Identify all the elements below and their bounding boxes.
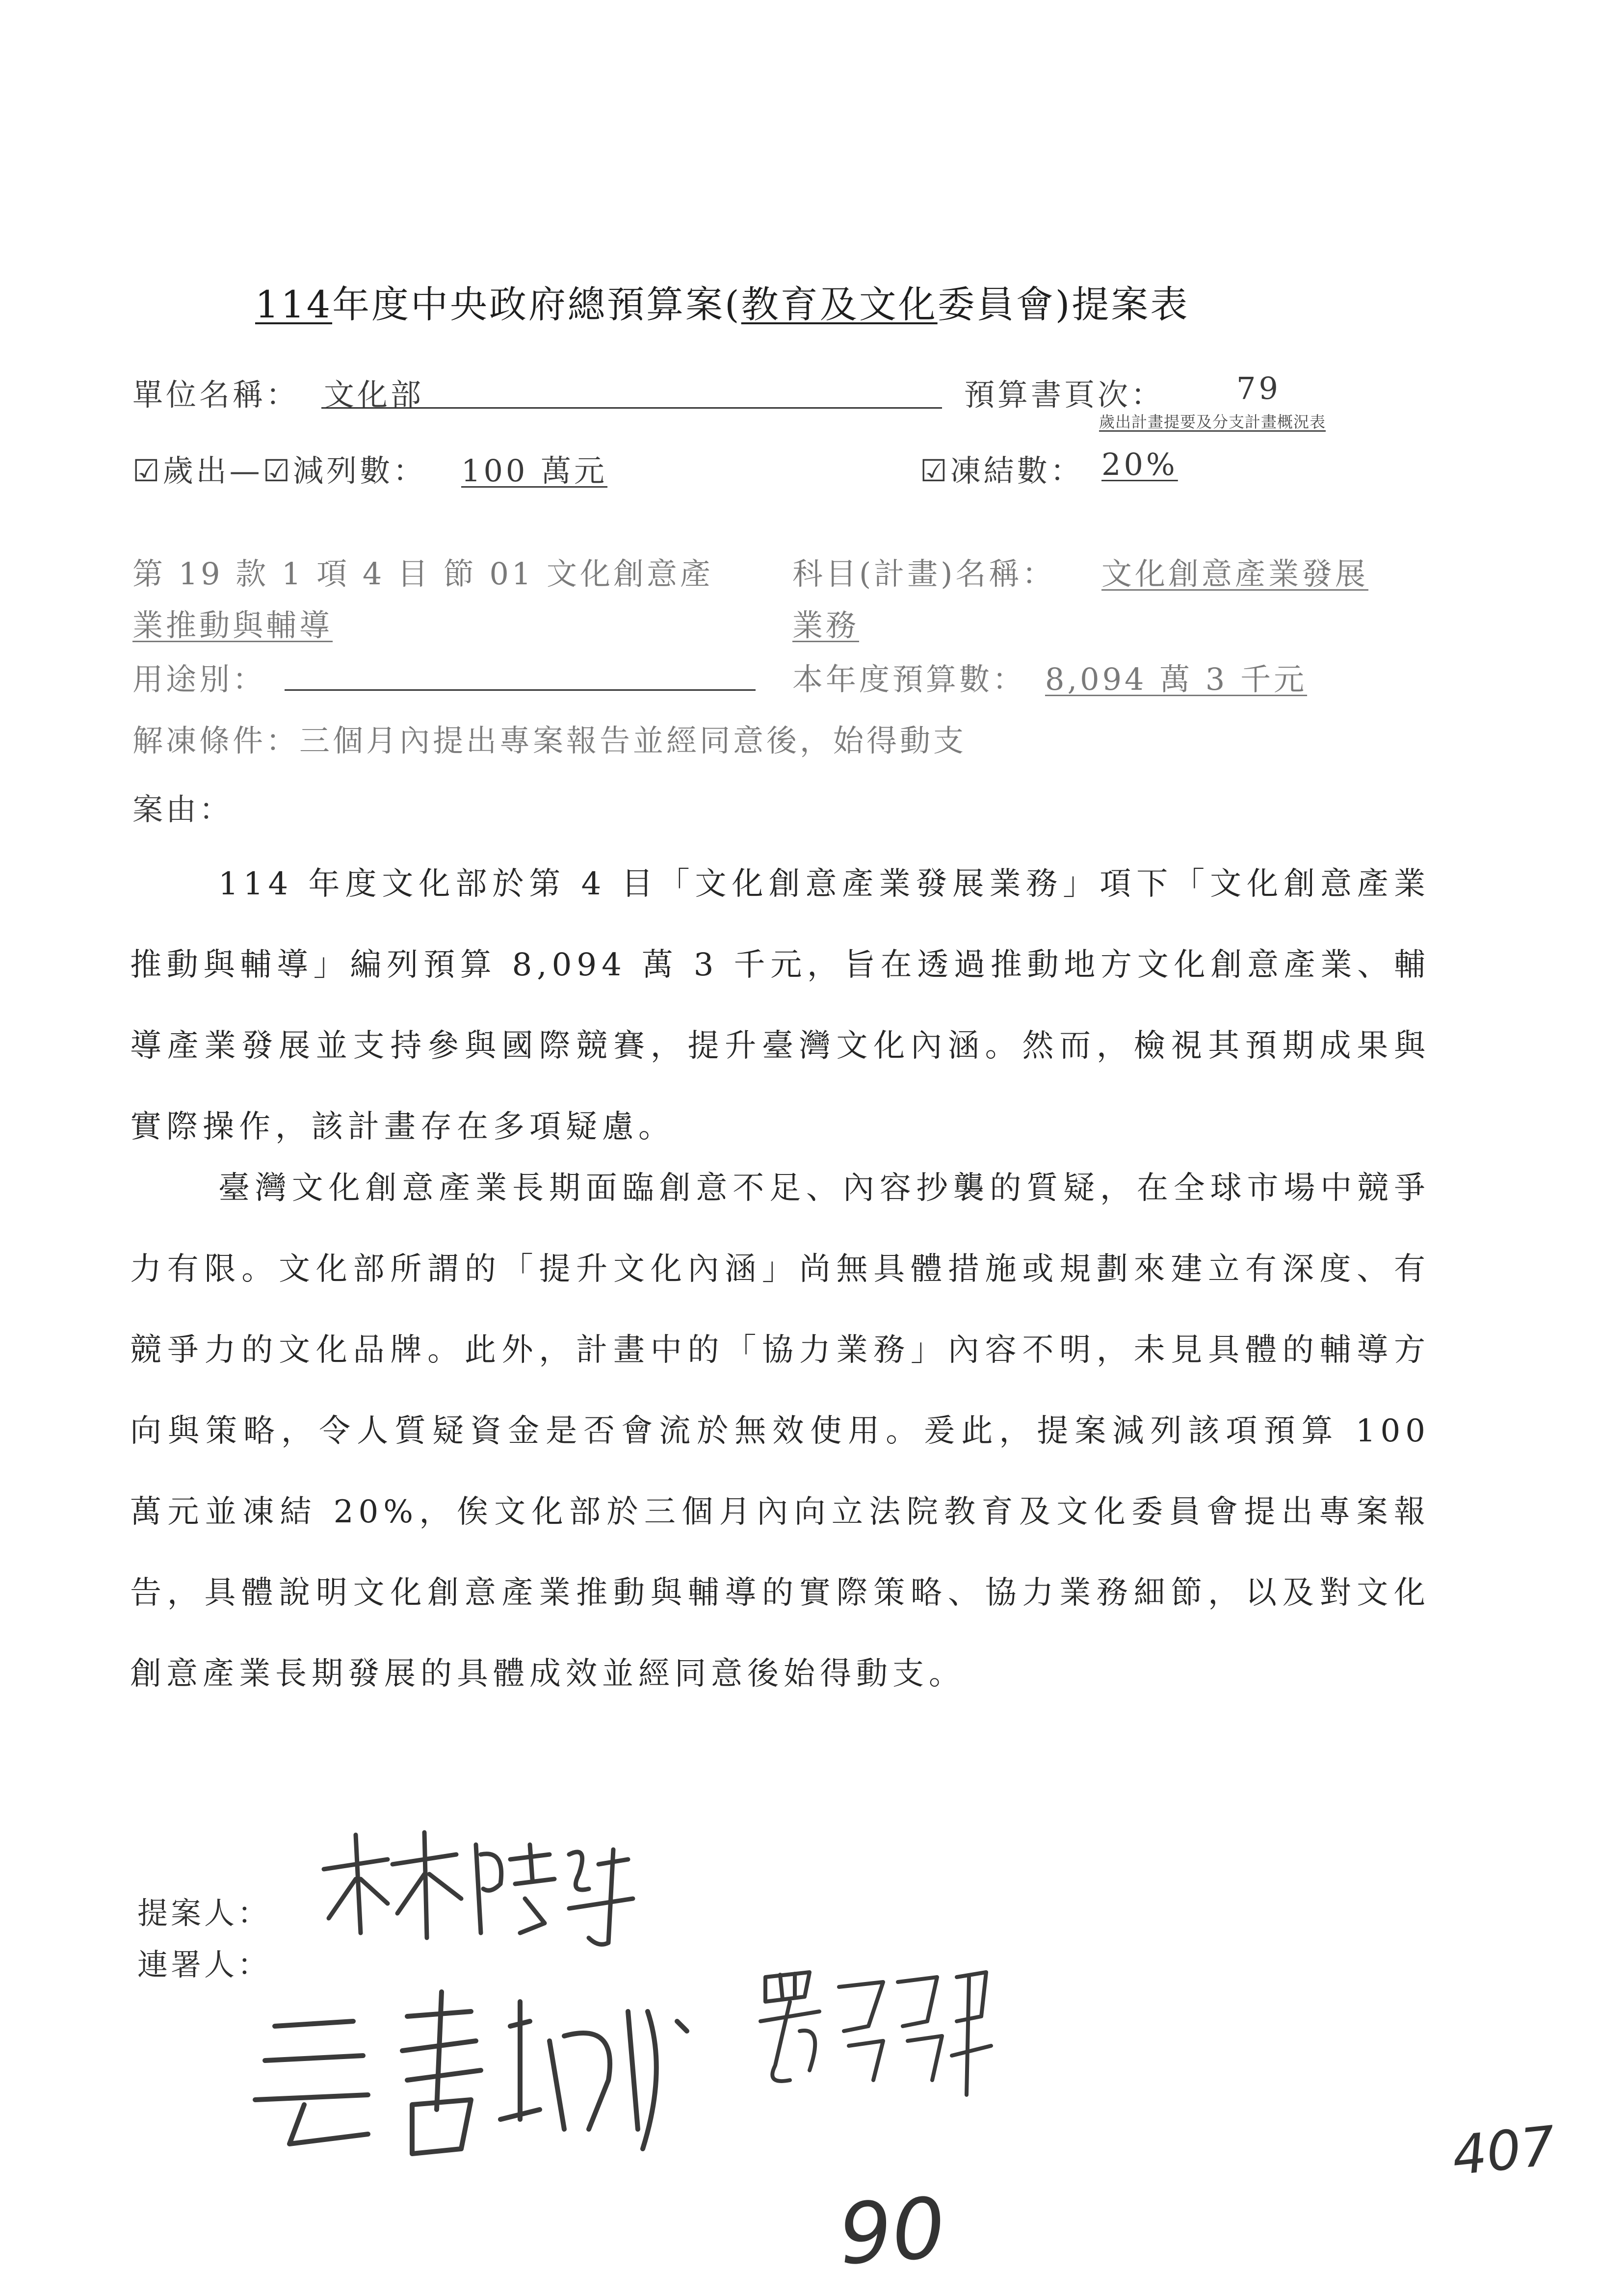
usage-underline — [285, 689, 756, 691]
unit-value: 文化部 — [324, 377, 424, 413]
title-year: 114 — [255, 283, 333, 326]
reason-paragraph-2: 臺灣文化創意產業長期面臨創意不足、內容抄襲的質疑，在全球市場中競爭力有限。文化部所謂的「提升文化內涵」尚無具體措施或規劃來建立有深度、有競爭力的文化品牌。此外，計畫中的「協力業務」內容不明，未見具體的輔導方向與策略，令人質疑資金是否會流於無效使用。爰此，提案減列該項預算 100 萬元並凍結 20%，俟文化部於三個月內向立法院教育及文化委員會提出專案報告，具體說明文化創意產業推動與輔導的實際策略、協力業務細節，以及對文化創意產業長期發展的具體成效並經同意後始得動支。 — [130, 1170, 1430, 1692]
cosigner-signature-1 — [245, 1982, 711, 2168]
current-budget-label: 本年度預算數： — [792, 661, 1026, 697]
section-line1: 第 19 款 1 項 4 目 節 01 文化創意產 — [132, 556, 714, 592]
handwritten-page-number-bottom: 90 — [836, 2179, 948, 2284]
subject-label: 科目(計畫)名稱： — [792, 556, 1056, 592]
unit-underline — [321, 407, 942, 409]
reason-paragraph-1: 114 年度文化部於第 4 目「文化創意產業發展業務」項下「文化創意產業推動與輔導」編列預算 8,094 萬 3 千元，旨在透過推動地方文化創意產業、輔導產業發展並支持參與國際競賽，提升臺灣文化內涵。然而，檢視其預期成果與實際操作，該計畫存在多項疑慮。 — [130, 866, 1430, 1145]
usage-label: 用途別： — [132, 661, 266, 697]
cosigner-signature-2 — [746, 1957, 1001, 2105]
unfreeze-condition: 解凍條件：三個月內提出專案報告並經同意後，始得動支 — [132, 723, 967, 758]
page-title — [255, 275, 1189, 328]
unit-label: 單位名稱： — [132, 377, 300, 413]
subject-line1: 文化創意產業發展 — [1101, 556, 1369, 592]
title-end: 委員會)提案表 — [937, 283, 1190, 326]
proposer-label: 提案人： — [137, 1895, 271, 1931]
freeze-value: 20% — [1101, 446, 1178, 482]
reason-label: 案由： — [132, 791, 233, 827]
cosigner-label: 連署人： — [137, 1947, 271, 1983]
title-text: 年度中央政府總預算案( — [332, 283, 741, 326]
proposer-signature — [314, 1825, 657, 1953]
budget-page-label: 預算書頁次： — [964, 377, 1165, 413]
subject-line2: 業務 — [792, 607, 860, 643]
freeze-label: ☑凍結數： — [920, 453, 1084, 489]
expenditure-label: ☑歲出—☑減列數： — [132, 453, 427, 489]
section-line2: 業推動與輔導 — [132, 607, 333, 643]
budget-page-value: 79 — [1236, 370, 1281, 406]
budget-page-note: 歲出計畫提要及分支計畫概況表 — [1099, 413, 1326, 431]
current-budget-value: 8,094 萬 3 千元 — [1045, 661, 1308, 697]
expenditure-value: 100 萬元 — [461, 453, 608, 489]
title-committee: 教育及文化 — [741, 283, 938, 326]
handwritten-page-number-corner: 407 — [1449, 2114, 1559, 2188]
